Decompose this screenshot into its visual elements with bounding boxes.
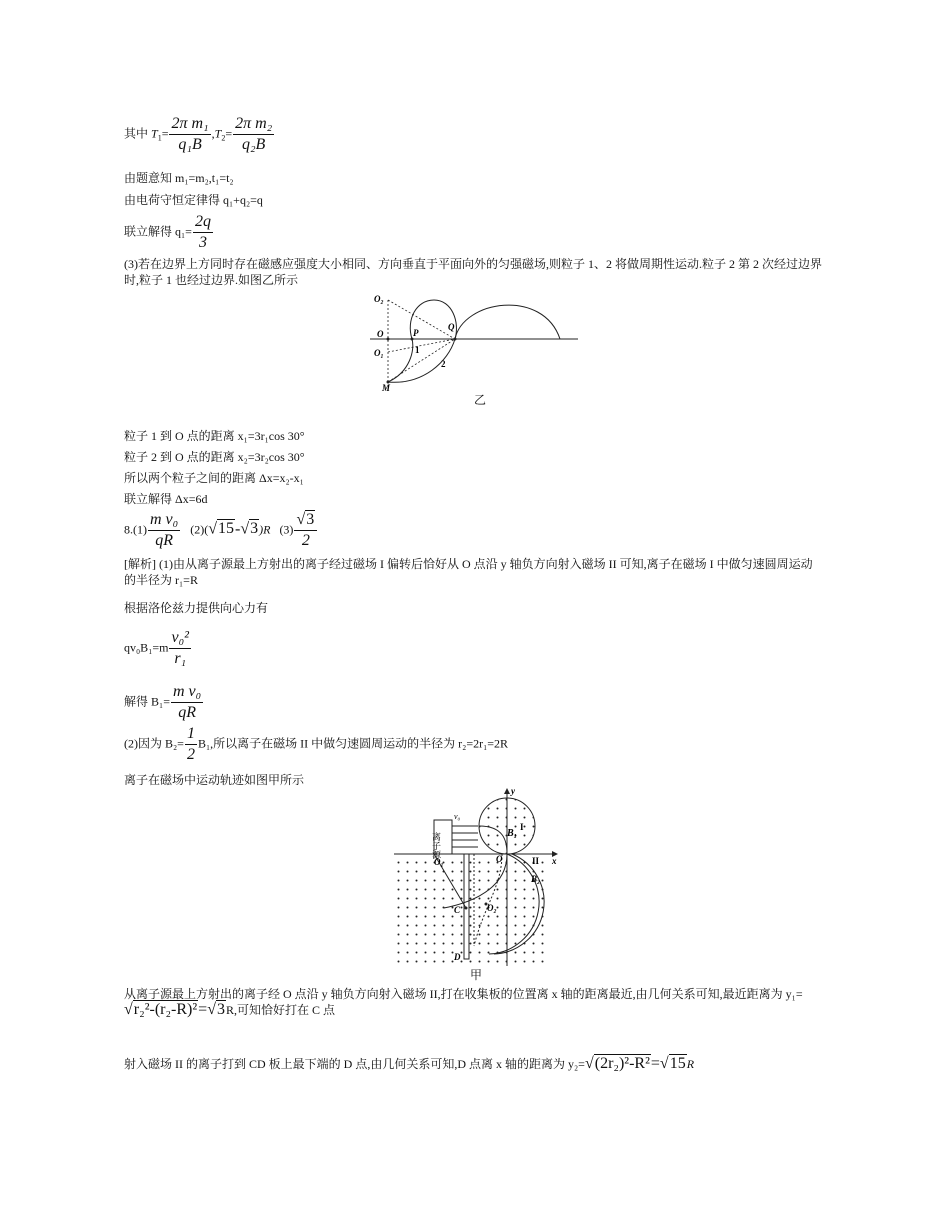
t2-numerator: 2π m₂ xyxy=(233,114,274,135)
half-fraction xyxy=(185,724,197,765)
b1-solution-line xyxy=(124,682,204,723)
dashed-o1-q xyxy=(388,339,455,352)
part2-prefix: (2)因为 B₂= xyxy=(124,736,184,751)
charge-conservation-line: 由电荷守恒定律得 q₁+q₂=q xyxy=(124,193,263,207)
emission-arrows xyxy=(452,826,478,847)
x2-line: 粒子 2 到 O 点的距离 x₂=3r₂cos 30° xyxy=(124,450,305,464)
label-m: M xyxy=(382,383,391,393)
y1-expression: √r₂²-(r₂-R)²=√3 xyxy=(124,1001,225,1018)
part2-line xyxy=(124,724,508,765)
label-b1: B₁ xyxy=(507,828,518,839)
figure-yi xyxy=(368,290,583,398)
label-o1: O₁ xyxy=(434,857,444,867)
a1-numerator: m v₀ xyxy=(148,510,180,531)
y1-radicand: r₂²-(r₂-R)² xyxy=(133,1001,198,1018)
part3-paragraph: (3)若在边界上方同时存在磁感应强度大小相同、方向垂直于平面向外的匀强磁场,则粒子 1、2 将做周期性运动.粒子 2 第 2 次经过边界时,粒子 1 也经过边界.如图乙所示 xyxy=(124,257,822,287)
dx-result-line: 联立解得 Δx=6d xyxy=(124,492,208,506)
label-o: O xyxy=(496,854,503,864)
q8-part3: (3) xyxy=(279,522,294,537)
field-region-ii xyxy=(396,854,546,966)
q1-fraction xyxy=(193,212,213,253)
point-o xyxy=(387,338,390,341)
label-c: C xyxy=(454,905,461,915)
b1-fraction xyxy=(171,682,203,723)
label-y: y xyxy=(511,786,515,796)
label-ii: II xyxy=(532,856,540,866)
figure-jia xyxy=(394,786,562,968)
farthest-distance-line xyxy=(124,1056,694,1072)
known-masses-line: 由题意知 m₁=m₂,t₁=t₂ xyxy=(124,171,234,185)
a3-numerator: 3 xyxy=(306,511,315,528)
q1-solution-line xyxy=(124,212,214,253)
label-x: x xyxy=(552,856,557,866)
farthest-end: R xyxy=(686,1057,695,1071)
a3-fraction: $\frac{√3}{2}$ xyxy=(294,510,317,551)
dashed-o2-q xyxy=(388,300,455,339)
t1-fraction xyxy=(169,114,210,155)
point-q xyxy=(454,338,457,341)
figure-yi-caption: 乙 xyxy=(474,393,487,407)
trajectory-arc xyxy=(455,305,560,339)
track-line: 离子在磁场中运动轨迹如图甲所示 xyxy=(124,773,305,787)
part2-suffix: B₁,所以离子在磁场 II 中做匀速圆周运动的半径为 r₂=2r₁=2R xyxy=(197,736,509,751)
label-2: 2 xyxy=(441,359,446,369)
q8-prefix: 8.(1) xyxy=(124,522,147,537)
label-o2: O₂ xyxy=(487,903,497,913)
t-prefix: 其中 xyxy=(124,126,149,141)
b1-prefix: 解得 B₁= xyxy=(124,694,170,709)
a3-denominator: 2 xyxy=(301,532,310,549)
nearest-distance-line xyxy=(124,986,824,1018)
label-o: O xyxy=(377,329,384,339)
label-d: D xyxy=(454,952,461,962)
y1-result: 3 xyxy=(216,1001,225,1018)
q8-answers-line: 8.(1) $\frac{\text{m v₀}}{qR}$ (2)(√15-√3)R (3) $\frac{√3}{2}$ xyxy=(124,510,318,551)
label-ion-source: 离子源 xyxy=(431,832,441,859)
q1-prefix: 联立解得 q₁= xyxy=(124,224,192,239)
eq-denominator: r₁ xyxy=(174,650,187,667)
half-denominator: 2 xyxy=(186,746,195,763)
analysis-paragraph: [解析] (1)由从离子源最上方射出的离子经过磁场 I 偏转后恰好从 O 点沿 y 轴负方向射入磁场 II 可知,离子在磁场 I 中做匀速圆周运动的半径为 r₁=R xyxy=(124,557,813,587)
label-1: 1 xyxy=(415,345,420,355)
label-p: P xyxy=(413,328,419,338)
force-equation-line xyxy=(124,628,192,669)
a1-fraction xyxy=(148,510,180,551)
t-separator: , xyxy=(211,126,215,141)
equation-lhs: qv₀B₁=m xyxy=(124,640,169,655)
eq-fraction xyxy=(169,628,190,669)
lorentz-line: 根据洛伦兹力提供向心力有 xyxy=(124,601,269,615)
t2-fraction xyxy=(233,114,274,155)
b1-numerator: m v₀ xyxy=(171,682,203,703)
dx-line: 所以两个粒子之间的距离 Δx=x₂-x₁ xyxy=(124,471,304,485)
a1-denominator: qR xyxy=(155,532,173,549)
point-c xyxy=(465,907,468,910)
y2-result: 15 xyxy=(669,1055,686,1072)
farthest-text: 射入磁场 II 的离子打到 CD 板上最下端的 D 点,由几何关系可知,D 点离 x 轴的距离为 y₂= xyxy=(124,1057,585,1071)
half-numerator: 1 xyxy=(185,724,197,745)
trajectory-1 xyxy=(388,339,413,382)
label-v0: v₀ xyxy=(454,812,461,821)
q1-numerator: 2q xyxy=(193,212,213,233)
eq-numerator: v₀² xyxy=(169,628,190,649)
b1-denominator: qR xyxy=(178,704,196,721)
label-i: I xyxy=(520,822,524,832)
figure-jia-caption: 甲 xyxy=(470,968,483,982)
y-axis-arrow xyxy=(504,788,510,794)
x1-line: 粒子 1 到 O 点的距离 x₁=3r₁cos 30° xyxy=(124,429,305,443)
y2-expression: √(2r₂)²-R²=√15 xyxy=(584,1055,686,1072)
t1-denominator: q₁B xyxy=(178,136,202,153)
t2-denominator: q₂B xyxy=(241,136,266,153)
period-formula-line: 其中 $T_1=$ $\frac{\text{2π m₁}}{\text{q₁B}}$ $,T_2=$ $\frac{\text{2π m₂}}{\text{q₂B}}$ xyxy=(124,115,273,153)
label-b2: B₂ xyxy=(531,874,541,884)
a2-radicand-a: 15 xyxy=(218,520,234,538)
y2-radicand: (2r₂)²-R² xyxy=(594,1055,650,1072)
label-q: Q xyxy=(448,322,455,332)
a2-radicand-b: 3 xyxy=(250,520,259,538)
label-o1: O₁ xyxy=(374,348,384,358)
q1-denominator: 3 xyxy=(198,234,207,251)
q8-part2: (2)( xyxy=(190,522,209,537)
label-o2: O₂ xyxy=(374,294,384,304)
t1-numerator: 2π m₁ xyxy=(169,114,210,135)
q8-part2-end: )R xyxy=(259,522,271,537)
nearest-end: R,可知恰好打在 C 点 xyxy=(225,1003,335,1017)
nearest-text: 从离子源最上方射出的离子经 O 点沿 y 轴负方向射入磁场 II,打在收集板的位置离 x 轴的距离最近,由几何关系可知,最近距离为 y₁= xyxy=(124,987,803,1001)
